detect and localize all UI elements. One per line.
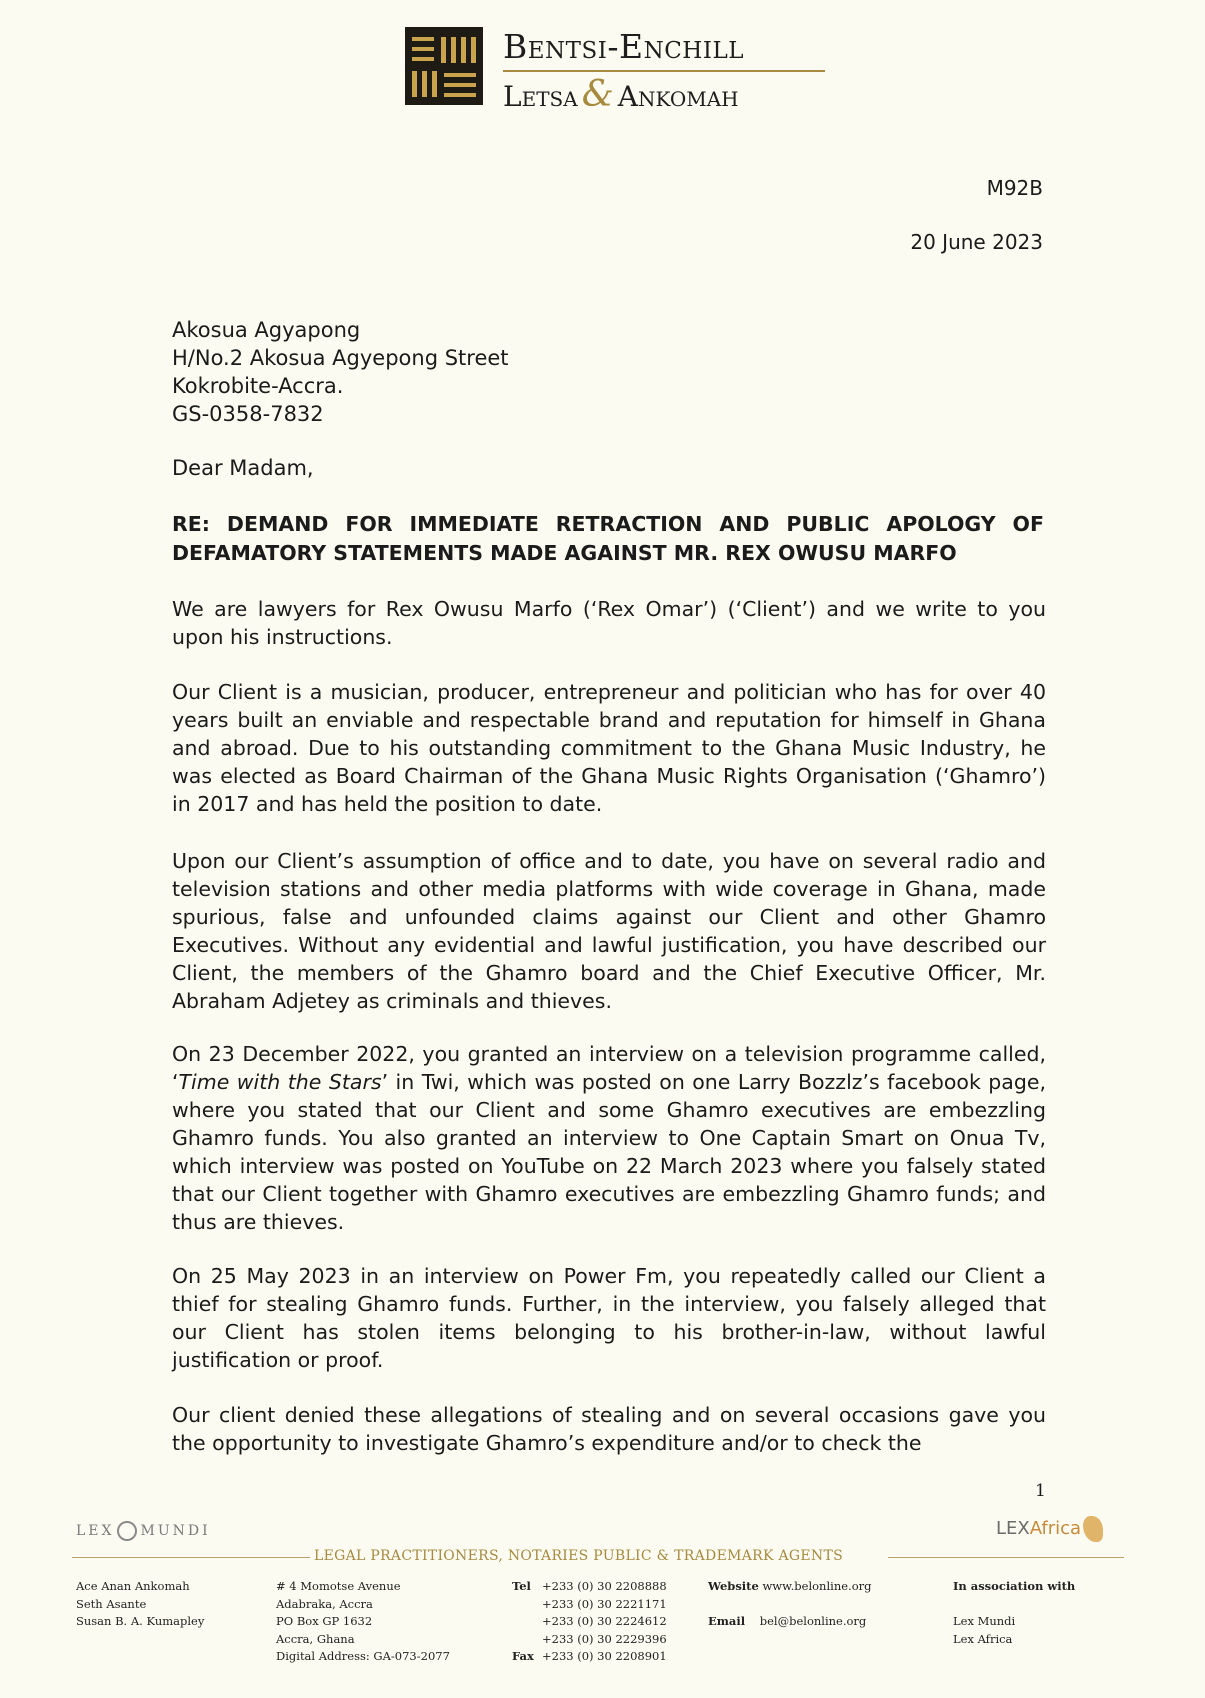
firm-name-ampersand: & [581,74,614,115]
firm-name-letsa: Letsa [503,80,578,113]
letter-date: 20 June 2023 [910,230,1043,254]
footer-tagline: LEGAL PRACTITIONERS, NOTARIES PUBLIC & TRADEMARK AGENTS [314,1548,843,1564]
association-label: In association with [953,1579,1076,1593]
partner-name: Seth Asante [76,1596,147,1611]
phone-number: +233 (0) 30 2229396 [542,1631,667,1646]
firm-name-line1: Bentsi-Enchill [503,27,745,66]
partner-name: Susan B. A. Kumapley [76,1614,205,1628]
paragraph-5: On 25 May 2023 in an interview on Power Fm, you repeatedly called our Client a thief for stealing Ghamro funds. Further, in the interview, you falsely alleged that our Client has stolen items belonging to his brother-in-law, without lawful justification or proof. [172,1264,1046,1372]
footer-contact [708,1578,871,1631]
fax-number: +233 (0) 30 2208901 [542,1649,667,1663]
lex-africa-logo: LEXAfrica [996,1516,1103,1542]
footer-divider-left [72,1557,310,1558]
firm-logo-mark-icon [405,27,483,105]
footer-phone-numbers [512,1578,667,1666]
recipient-digital-address: GS-0358-7832 [172,402,324,426]
footer-address: # 4 Momotse Avenue Adabraka, Accra PO Box GP 1632 Accra, Ghana Digital Address: GA-073-2077 [276,1579,450,1663]
email-link[interactable]: bel@belonline.org [759,1614,867,1628]
africa-map-icon [1083,1516,1103,1542]
programme-title: Time with the Stars [178,1070,382,1094]
footer-divider-right [888,1557,1124,1558]
association-item: Lex Mundi [953,1614,1016,1628]
website-label: Website [708,1579,759,1593]
paragraph-1: We are lawyers for Rex Owusu Marfo (‘Rex Omar’) (‘Client’) and we write to you upon his instructions. [172,597,1046,649]
recipient-address [172,316,509,428]
recipient-city: Kokrobite-Accra. [172,374,344,398]
fax-label: Fax [512,1649,534,1663]
logo-divider [503,70,825,72]
footer-partners [76,1578,204,1631]
letter-reference: M92B [986,176,1043,200]
email-label: Email [708,1614,746,1628]
recipient-name: Akosua Agyapong [172,318,361,342]
association-item: Lex Africa [953,1631,1013,1646]
footer-association [953,1578,1075,1648]
tel-label: Tel [512,1579,531,1593]
phone-number: +233 (0) 30 2221171 [542,1596,667,1611]
firm-name-line2 [503,74,739,115]
partner-name: Ace Anan Ankomah [76,1579,190,1593]
subject-line-2: DEFAMATORY STATEMENTS MADE AGAINST MR. REX OWUSU MARFO [172,541,957,565]
globe-icon [117,1521,137,1541]
subject-line [172,510,1044,568]
website-link[interactable]: www.belonline.org [762,1579,872,1593]
phone-number: +233 (0) 30 2208888 [542,1579,667,1593]
page-number: 1 [1035,1481,1046,1501]
paragraph-3: Upon our Client’s assumption of office and to date, you have on several radio and television stations and other media platforms with wide coverage in Ghana, made spurious, false and unfounded claims against our Client and other Ghamro Executives. Without any evidential and lawful justification, you have described our Client, the members of the Ghamro board and the Chief Executive Officer, Mr. Abraham Adjetey as criminals and thieves. [172,849,1046,1013]
paragraph-4: On 23 December 2022, you granted an interview on a television programme called, ‘Time with the Stars’ in Twi, which was posted on one Larry Bozzlz’s facebook page, where you stated that our Client and some Ghamro executives are embezzling Ghamro funds. You also granted an interview to One Captain Smart on Onua Tv, which interview was posted on YouTube on 22 March 2023 where you falsely stated that our Client together with Ghamro executives are embezzling Ghamro funds; and thus are thieves. [172,1042,1046,1234]
lex-mundi-logo: LEX MUNDI [76,1523,211,1539]
firm-name-ankomah: Ankomah [617,80,739,113]
paragraph-2: Our Client is a musician, producer, entrepreneur and politician who has for over 40 years built an enviable and respectable brand and reputation for himself in Ghana and abroad. Due to his outstanding commitment to the Ghana Music Industry, he was elected as Board Chairman of the Ghana Music Rights Organisation (‘Ghamro’) in 2017 and has held the position to date. [172,680,1046,816]
paragraph-6: Our client denied these allegations of stealing and on several occasions gave you the opportunity to investigate Ghamro’s expenditure and/or to check the [172,1403,1046,1455]
salutation: Dear Madam, [172,456,314,480]
phone-number: +233 (0) 30 2224612 [542,1614,667,1628]
subject-line-1: RE: DEMAND FOR IMMEDIATE RETRACTION AND PUBLIC APOLOGY OF [172,512,1044,536]
firm-logo [405,27,825,115]
recipient-street: H/No.2 Akosua Agyepong Street [172,346,509,370]
